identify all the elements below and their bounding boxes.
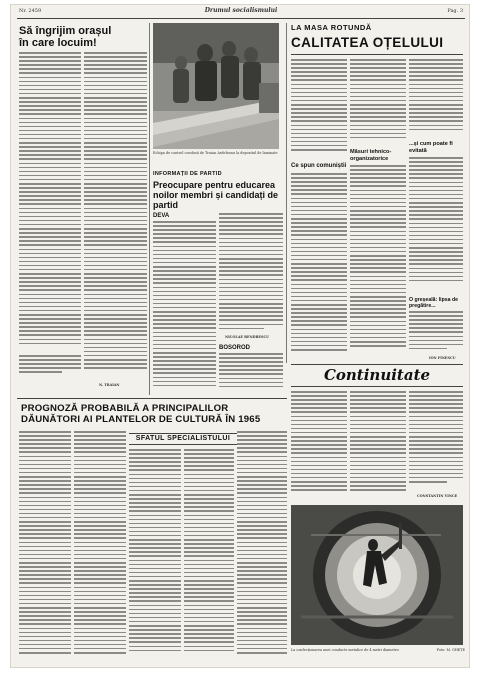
round-table-headline: CALITATEA OȚELULUI [291,35,444,50]
party-info-place-bosorod: BOSOROD [219,345,251,351]
issue-number: Nr. 2459 [19,8,42,14]
photo-pipe-worker-image [291,505,463,645]
photo-top-caption: Echipa de control condusă de Traian Ardeleanu la depozitul de laminate [153,151,278,155]
continuitate-col3 [409,391,463,491]
continuitate-col2 [350,391,406,499]
round-table-sub1: Ce spun comuniștii [291,163,347,169]
party-info-col1 [153,221,216,391]
masthead [11,5,470,17]
round-table-col1 [291,59,347,159]
round-table-col3 [409,59,463,137]
photo-bottom-caption: La confecționarea unei conducte metalice de 4 metri diametru [291,648,399,652]
round-table-rule [291,54,463,55]
party-info-col2-b [219,353,283,391]
party-info-place-deva: DEVA [153,213,170,219]
prognoza-col5 [237,431,287,665]
sfatul-label: SFATUL SPECIALISTULUI [135,435,231,442]
continuitate-top-rule [291,364,463,365]
round-table-col3-c [409,311,463,355]
prognoza-headline [21,403,287,425]
col-divider-2 [286,23,287,363]
prognoza-headline-line2: DĂUNĂTORI AI PLANTELOR DE CULTURĂ ÎN 1965 [21,414,261,425]
round-table-col1-b [291,173,347,361]
photo-steel-workers [153,23,279,149]
round-table-col3-b [409,157,463,293]
continuitate-signature: CONSTANTIN VINCE [417,494,458,498]
photo-steel-workers-image [153,23,279,149]
prognoza-col2 [74,431,126,665]
round-table-sub3: ...și cum poate fi evitată [409,141,453,154]
city-article-col2 [84,52,147,380]
photo-bottom-credit: Foto: M. GHEȚE [436,648,465,652]
photo-pipe-worker [291,505,463,645]
city-headline-line1: Să îngrijim orașul [19,25,112,37]
party-info-signature: NICOLAE BENDRESCU [225,335,270,339]
round-table-col2 [350,59,406,147]
city-article-signature: N. TRAIAN [99,383,120,387]
newspaper-name: Drumul socialismului [204,7,278,14]
round-table-col2-b [350,165,406,361]
masthead-rule [17,18,465,19]
round-table-sub4: O greșeală: lipsa de pregătire... [409,297,459,309]
newspaper-page [10,4,470,668]
prognoza-col3 [129,449,181,665]
city-article-headline [19,25,147,49]
prognoza-col1 [19,431,71,665]
continuitate-bottom-rule [291,386,463,387]
round-table-sub2: Măsuri tehnico-organizatorice [350,149,392,162]
party-info-col2 [219,213,283,333]
round-table-label: LA MASA ROTUNDĂ [291,23,372,32]
prognoza-headline-line1: PROGNOZĂ PROBABILĂ A PRINCIPALILOR [21,403,229,414]
page-number: Pag. 3 [447,8,463,14]
col-divider-1 [149,23,150,395]
prognoza-top-rule [17,398,287,399]
city-article-col1-end [19,355,81,381]
city-article-col1 [19,52,81,350]
round-table-signature: ION FINESCU [429,356,456,360]
party-info-label: INFORMAȚII DE PARTID [153,171,222,177]
continuitate-headline: Continuitate [323,366,431,384]
city-headline-line2: în care locuim! [19,37,97,49]
prognoza-col4 [184,431,234,665]
continuitate-col1 [291,391,347,499]
party-info-headline: Preocupare pentru educarea noilor membri și candidați de partid [153,180,279,210]
